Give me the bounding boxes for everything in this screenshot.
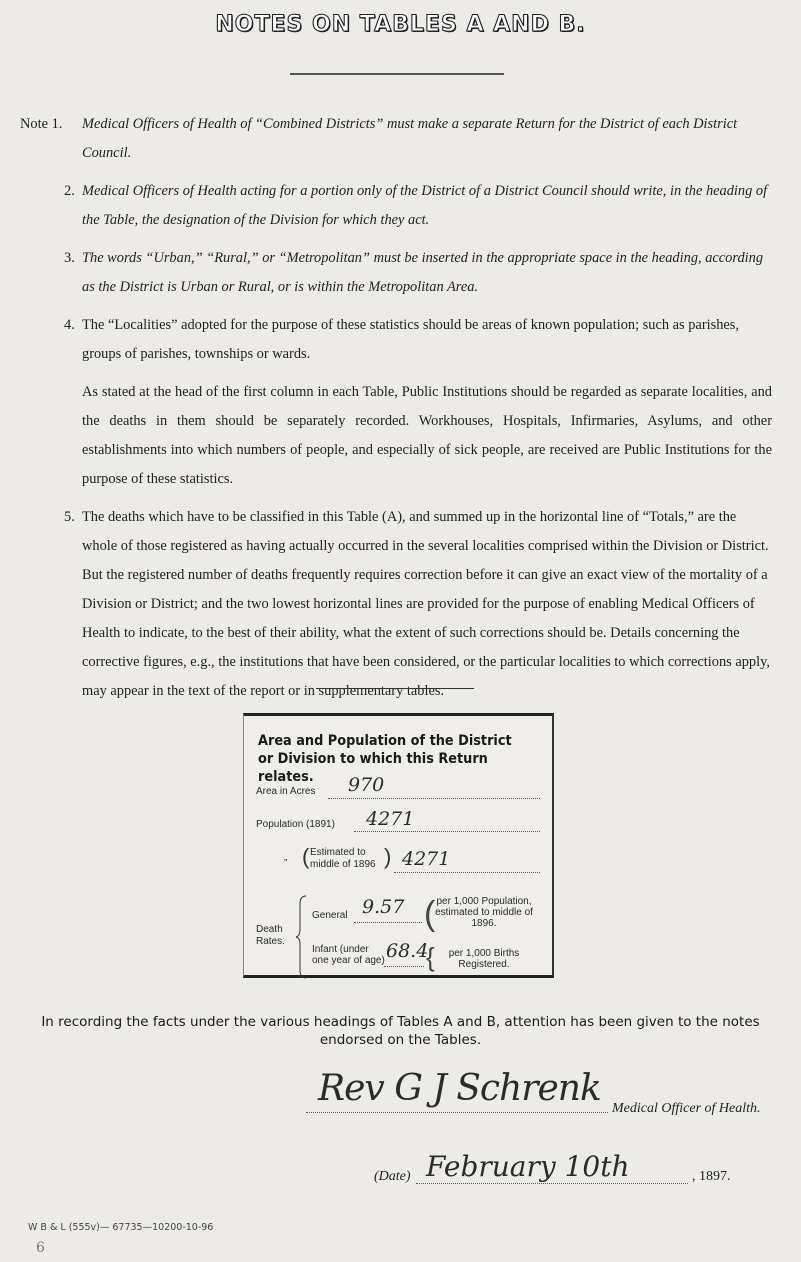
signature-line [306, 1112, 608, 1113]
notes-section [20, 110, 772, 706]
estimated-value: 4271 [402, 848, 451, 870]
note-5 [20, 503, 772, 706]
note-1-number: Note 1. [20, 116, 63, 132]
date-value: February 10th [426, 1150, 630, 1183]
note-1-body: Medical Officers of Health of “Combined Districts” must make a separate Return for the District of each District Council. [82, 116, 738, 161]
note-4-body: The “Localities” adopted for the purpose of these statistics should be areas of known population; such as parishes, groups of parishes, townships or wards. [82, 317, 739, 362]
note-4-number: 4. [64, 317, 75, 333]
section-divider [316, 688, 474, 689]
infant-value: 68.4 [386, 940, 429, 962]
infant-unit: per 1,000 Births Registered. [448, 948, 520, 970]
note-5-body: The deaths which have to be classified in this Table (A), and summed up in the horizontal line of “Totals,” are the whole of those registered as having actually occurred in the several localities comprised within the Division or District. But the registered number of deaths frequently requires correction before it can give an exact view of the mortality of a Division or District; and the two lowest horizontal lines are provided for the purpose of enabling Medical Officers of Health to indicate, to the best of their ability, what the extent of such corrections should be. Details concerning the corrective figures, e.g., the institutions that have been considered, or the particular localities to which corrections apply, may appear in the text of the report or in supplementary tables. [82, 509, 770, 699]
date-year: , 1897. [692, 1169, 731, 1184]
area-value: 970 [348, 774, 385, 796]
area-label: Area in Acres [256, 786, 316, 797]
general-unit: per 1,000 Population, estimated to middle of 1896. [435, 896, 533, 929]
note-4 [20, 311, 772, 369]
estimated-label-line-1: Estimated to [310, 847, 366, 858]
area-dotted-line [328, 798, 540, 799]
note-3-number: 3. [64, 250, 75, 266]
estimated-ditto-mark: ” [284, 858, 288, 869]
note-2-body: Medical Officers of Health acting for a portion only of the District of a District Council should write, in the heading of the Table, the designation of the Division for which they act. [82, 183, 768, 228]
signature: Rev G J Schrenk [318, 1068, 601, 1109]
title-underline [290, 73, 504, 75]
date-label: (Date) [374, 1169, 411, 1184]
population-value: 4271 [366, 808, 415, 830]
general-dotted-line [354, 922, 422, 923]
note-2 [20, 177, 772, 235]
infant-label: Infant (under one year of age) [312, 944, 385, 966]
date-line [416, 1183, 688, 1184]
infant-unit-brace: { [426, 942, 435, 972]
box-heading: Area and Population of the District or Division to which this Return relates. [258, 733, 512, 785]
closing-statement: In recording the facts under the various headings of Tables A and B, attention has been given to the notes endorsed on the Tables. [41, 1014, 760, 1048]
death-label: Death [256, 924, 283, 935]
signature-title: Medical Officer of Health. [612, 1101, 761, 1116]
estimated-close-paren: ) [384, 844, 392, 869]
printer-imprint: W B & L (555v)— 67735—10200-10-96 [28, 1222, 214, 1233]
estimated-open-paren: ( [302, 844, 310, 869]
note-1 [20, 110, 772, 168]
general-value: 9.57 [362, 896, 405, 918]
infant-dotted-line [384, 966, 424, 967]
estimated-dotted-line [394, 872, 540, 873]
rates-label: Rates. [256, 936, 285, 947]
page-title: NOTES ON TABLES A AND B. [215, 12, 586, 37]
note-3-body: The words “Urban,” “Rural,” or “Metropolitan” must be inserted in the appropriate space in the heading, according as the District is Urban or Rural, or is within the Metropolitan Area. [82, 250, 764, 295]
death-rates-brace [296, 894, 308, 980]
note-1-text [82, 116, 737, 161]
general-unit-brace: ( [424, 895, 436, 933]
note-5-number: 5. [64, 509, 75, 525]
population-dotted-line [354, 831, 540, 832]
note-2-number: 2. [64, 183, 75, 199]
estimated-label-line-2: middle of 1896 [310, 859, 376, 870]
pencil-annotation: 6 [36, 1240, 45, 1256]
note-4-paragraph-2: As stated at the head of the first column in each Table, Public Institutions should be regarded as separate localities, and the deaths in them should be separately recorded. Workhouses, Hospitals, Infirmaries, Asylums, and other establishments into which numbers of people, and especially of sick people, are received are Public Institutions for the purpose of these statistics. [82, 384, 772, 487]
general-label: General [312, 910, 348, 921]
area-population-box [243, 713, 554, 978]
population-label: Population (1891) [256, 819, 335, 830]
note-3 [20, 244, 772, 302]
